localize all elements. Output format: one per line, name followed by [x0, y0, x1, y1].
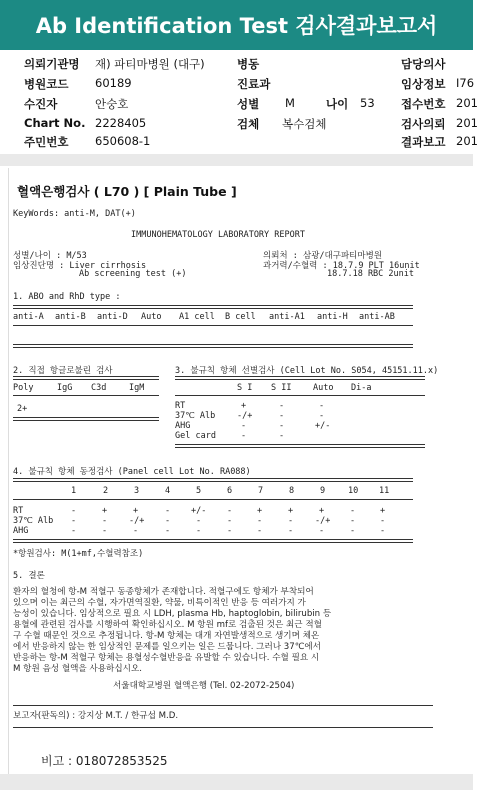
name-label: 수진자: [24, 97, 58, 111]
dat-col: Poly: [13, 383, 34, 393]
conclusion-line: 반응하는 항-M 적혈구 항체는 용혈성수혈반응을 유발할 수 있습니다. 수혈 필요 시: [13, 653, 320, 663]
screening-row-label: AHG: [175, 421, 191, 431]
panel-cell: -: [71, 516, 77, 526]
panel-col: 9: [320, 486, 326, 496]
panel-cell: -: [227, 516, 233, 526]
conclusion-line: 에서 반응하지 않는 한 임상적인 문제를 일으키는 일은 드뭅니다. 그러나 37℃에서: [13, 642, 321, 652]
abo-col: anti-AB: [359, 312, 395, 322]
chart-value: 2228405: [95, 116, 147, 130]
panel-cell: -: [350, 516, 356, 526]
panel-col: 4: [165, 486, 171, 496]
conclusion-line: 있으며 이는 최근의 수혈, 자가면역질환, 약물, 비특이적인 반응 등 여러가지 가: [13, 598, 306, 608]
panel-cell: -: [227, 526, 233, 536]
report-title-banner: [0, 0, 473, 50]
abo-col: anti-D: [97, 312, 128, 322]
panel-cell: +: [102, 506, 108, 516]
conclusion-section-title: 5. 결론: [13, 571, 45, 581]
panel-cell: +: [133, 506, 139, 516]
panel-col: 2: [103, 486, 109, 496]
panel-cell: -/+: [129, 516, 145, 526]
clinical-value: I76: [456, 76, 475, 90]
panel-mid-rule: [13, 499, 413, 500]
screening-cell: -: [319, 411, 325, 421]
panel-cell: +/-: [191, 506, 207, 516]
panel-section-title: 4. 불규칙 항체 동정검사 (Panel cell Lot No. RA088): [13, 467, 251, 477]
panel-cell: -: [71, 526, 77, 536]
report-section-title: 혈액은행검사 ( L70 ) [ Plain Tube ]: [17, 184, 237, 199]
panel-col: 6: [227, 486, 233, 496]
panel-cell: +: [319, 506, 325, 516]
panel-col: 5: [196, 486, 202, 496]
transfusion-line-2: 18.7.18 RBC 2unit: [327, 269, 414, 279]
panel-cell: -: [380, 526, 386, 536]
screening-row-label: Gel card: [175, 431, 216, 441]
diagnosis-line: 임상진단명 : Liver cirrhosis: [13, 261, 147, 271]
reporter-top-rule: [13, 705, 433, 706]
screening-cell: -: [279, 401, 285, 411]
rrn-label: 주민번호: [24, 135, 69, 149]
screening-cell: +: [241, 401, 247, 411]
footer-band: [0, 774, 473, 790]
panel-cell: -: [319, 526, 325, 536]
dat-poly-value: 2+: [17, 404, 28, 414]
screening-mid-rule: [175, 395, 425, 396]
panel-row-label: 37℃ Alb: [13, 516, 54, 526]
section-separator: [0, 154, 473, 166]
abo-bottom-rule: [13, 344, 413, 348]
screening-col: Di-a: [351, 383, 372, 393]
conclusion-line: 능성이 있습니다. 임상적으로 필요 시 LDH, plasma Hb, haptoglobin, bilirubin 등: [13, 609, 332, 619]
screening-bottom-rule: [175, 444, 425, 448]
specimen-label: 검체: [237, 117, 260, 131]
panel-col: 10: [348, 486, 359, 496]
sex-value: M: [285, 96, 295, 110]
panel-cell: -/+: [315, 516, 331, 526]
screening-col: S I: [237, 383, 253, 393]
panel-cell: -: [196, 516, 202, 526]
conclusion-paragraph: [13, 587, 469, 675]
age-label: 나이: [326, 97, 349, 111]
diagnosis-line-2: Ab screening test (+): [79, 269, 187, 279]
ward-label: 병동: [237, 57, 260, 71]
dat-col: IgG: [57, 383, 73, 393]
dat-mid-rule: [13, 395, 159, 396]
panel-col: 7: [258, 486, 264, 496]
panel-cell: -: [257, 516, 263, 526]
hospital-label: 의뢰기관명: [24, 57, 80, 71]
report-title: Ab Identification Test 검사결과보고서: [35, 14, 438, 38]
screening-col: S II: [271, 383, 292, 393]
rrn-value: 650608-1: [95, 134, 151, 148]
chart-label: Chart No.: [24, 116, 86, 130]
name-value: 안숭호: [95, 97, 129, 111]
conclusion-line: 환자의 혈청에 항-M 적혈구 동종항체가 존재합니다. 적혈구에도 항체가 부착되어: [13, 587, 314, 597]
reportdate-label: 결과보고: [401, 135, 446, 149]
screening-cell: -: [279, 411, 285, 421]
abo-col: anti-A1: [269, 312, 305, 322]
abo-col: Auto: [141, 312, 162, 322]
panel-cell: -: [165, 516, 171, 526]
abo-col: B cell: [225, 312, 256, 322]
screening-section-title: 3. 불규칙 항체 선별검사 (Cell Lot No. S054, 45151.11.x): [175, 366, 439, 376]
screening-cell: +/-: [315, 421, 331, 431]
info-row-chart: [0, 116, 478, 136]
lab-report-body: [8, 168, 471, 774]
panel-cell: -: [380, 516, 386, 526]
screening-cell: -: [319, 401, 325, 411]
info-row-name: [0, 96, 478, 116]
clinical-label: 임상정보: [401, 77, 446, 91]
sex-age-line: 성별/나이 : M/53: [13, 251, 87, 261]
remark-line: 비고 : 018072853525: [41, 754, 168, 768]
dat-bottom-rule: [13, 417, 159, 421]
screening-row-label: RT: [175, 401, 186, 411]
receipt-value: 201: [456, 96, 478, 110]
panel-cell: -: [196, 526, 202, 536]
screening-row-label: 37℃ Alb: [175, 411, 216, 421]
panel-cell: +: [380, 506, 386, 516]
requestdate-label: 검사의뢰: [401, 117, 446, 131]
conclusion-line: 용혈에 관련된 검사를 시행하여 확인하십시오. M 항원 mf로 검출된 것은 최근 적혈: [13, 620, 322, 630]
panel-row-label: RT: [13, 506, 24, 516]
sex-label: 성별: [237, 97, 260, 111]
panel-cell: -: [257, 526, 263, 536]
panel-cell: -: [165, 506, 171, 516]
screening-cell: -: [279, 431, 285, 441]
receipt-label: 접수번호: [401, 97, 446, 111]
panel-cell: -: [350, 506, 356, 516]
panel-cell: -: [165, 526, 171, 536]
info-row-rrn: [0, 134, 478, 154]
code-label: 병원코드: [24, 77, 69, 91]
doctor-label: 담당의사: [401, 57, 446, 71]
dept-label: 진료과: [237, 77, 271, 91]
requestdate-value: 201: [456, 116, 478, 130]
age-value: 53: [360, 96, 375, 110]
antigen-test-line: *항원검사: M(1+mf,수혈력참조): [13, 549, 144, 559]
panel-col: 3: [134, 486, 140, 496]
hospital-value: 재) 파티마병원 (대구): [95, 57, 205, 71]
keywords: KeyWords: anti-M, DAT(+): [13, 209, 136, 219]
panel-cell: -: [288, 526, 294, 536]
abo-section-title: 1. ABO and RhD type :: [13, 292, 121, 302]
screening-top-rule: [175, 376, 425, 380]
panel-row-label: AHG: [13, 526, 29, 536]
dat-col: C3d: [91, 383, 107, 393]
panel-cell: -: [71, 506, 77, 516]
info-row-code: [0, 76, 473, 96]
code-value: 60189: [95, 76, 132, 90]
panel-cell: +: [288, 506, 294, 516]
reportdate-value: 201: [456, 134, 478, 148]
conclusion-line: 구 수혈 때문인 것으로 추정됩니다. 항-M 항체는 대개 자연발생적으로 생기며 체온: [13, 631, 320, 641]
dat-section-title: 2. 직접 항글로불린 검사: [13, 366, 113, 376]
dat-top-rule: [13, 376, 159, 380]
abo-col: A1 cell: [179, 312, 215, 322]
screening-cell: -: [241, 421, 247, 431]
panel-col: 1: [71, 486, 77, 496]
panel-cell: -: [102, 516, 108, 526]
patient-info-panel: [0, 50, 478, 152]
lab-report-heading: IMMUNOHEMATOLOGY LABORATORY REPORT: [131, 230, 305, 240]
abo-col: anti-H: [317, 312, 348, 322]
info-row-hospital: [0, 56, 473, 76]
panel-col: 8: [289, 486, 295, 496]
panel-cell: -: [288, 516, 294, 526]
specimen-value: 복수검체: [282, 117, 327, 131]
dat-col: IgM: [129, 383, 145, 393]
abo-top-rule: [13, 305, 413, 309]
requester-line: 의뢰처 : 삼광/대구파티마병원: [263, 251, 383, 261]
screening-cell: -: [279, 421, 285, 431]
abo-col: anti-B: [55, 312, 86, 322]
panel-top-rule: [13, 478, 413, 482]
panel-cell: -: [350, 526, 356, 536]
reporter-line: 보고자(판독의) : 강지상 M.T. / 한규섭 M.D.: [13, 711, 179, 721]
screening-col: Auto: [313, 383, 334, 393]
institution-line: 서울대학교병원 혈액은행 (Tel. 02-2072-2504): [113, 681, 295, 691]
panel-cell: -: [227, 506, 233, 516]
panel-cell: -: [133, 526, 139, 536]
panel-cell: -: [102, 526, 108, 536]
abo-mid-rule: [13, 325, 413, 326]
reporter-bottom-rule: [13, 727, 433, 728]
screening-cell: -: [241, 431, 247, 441]
panel-col: 11: [379, 486, 390, 496]
transfusion-line: 과거력/수혈력 : 18.7.9 PLT 16unit: [263, 261, 420, 271]
panel-cell: +: [257, 506, 263, 516]
abo-col: anti-A: [13, 312, 44, 322]
screening-cell: -/+: [237, 411, 253, 421]
panel-bottom-rule: [13, 539, 413, 543]
conclusion-line: M 항원 음성 혈액을 사용하십시오.: [13, 664, 142, 674]
